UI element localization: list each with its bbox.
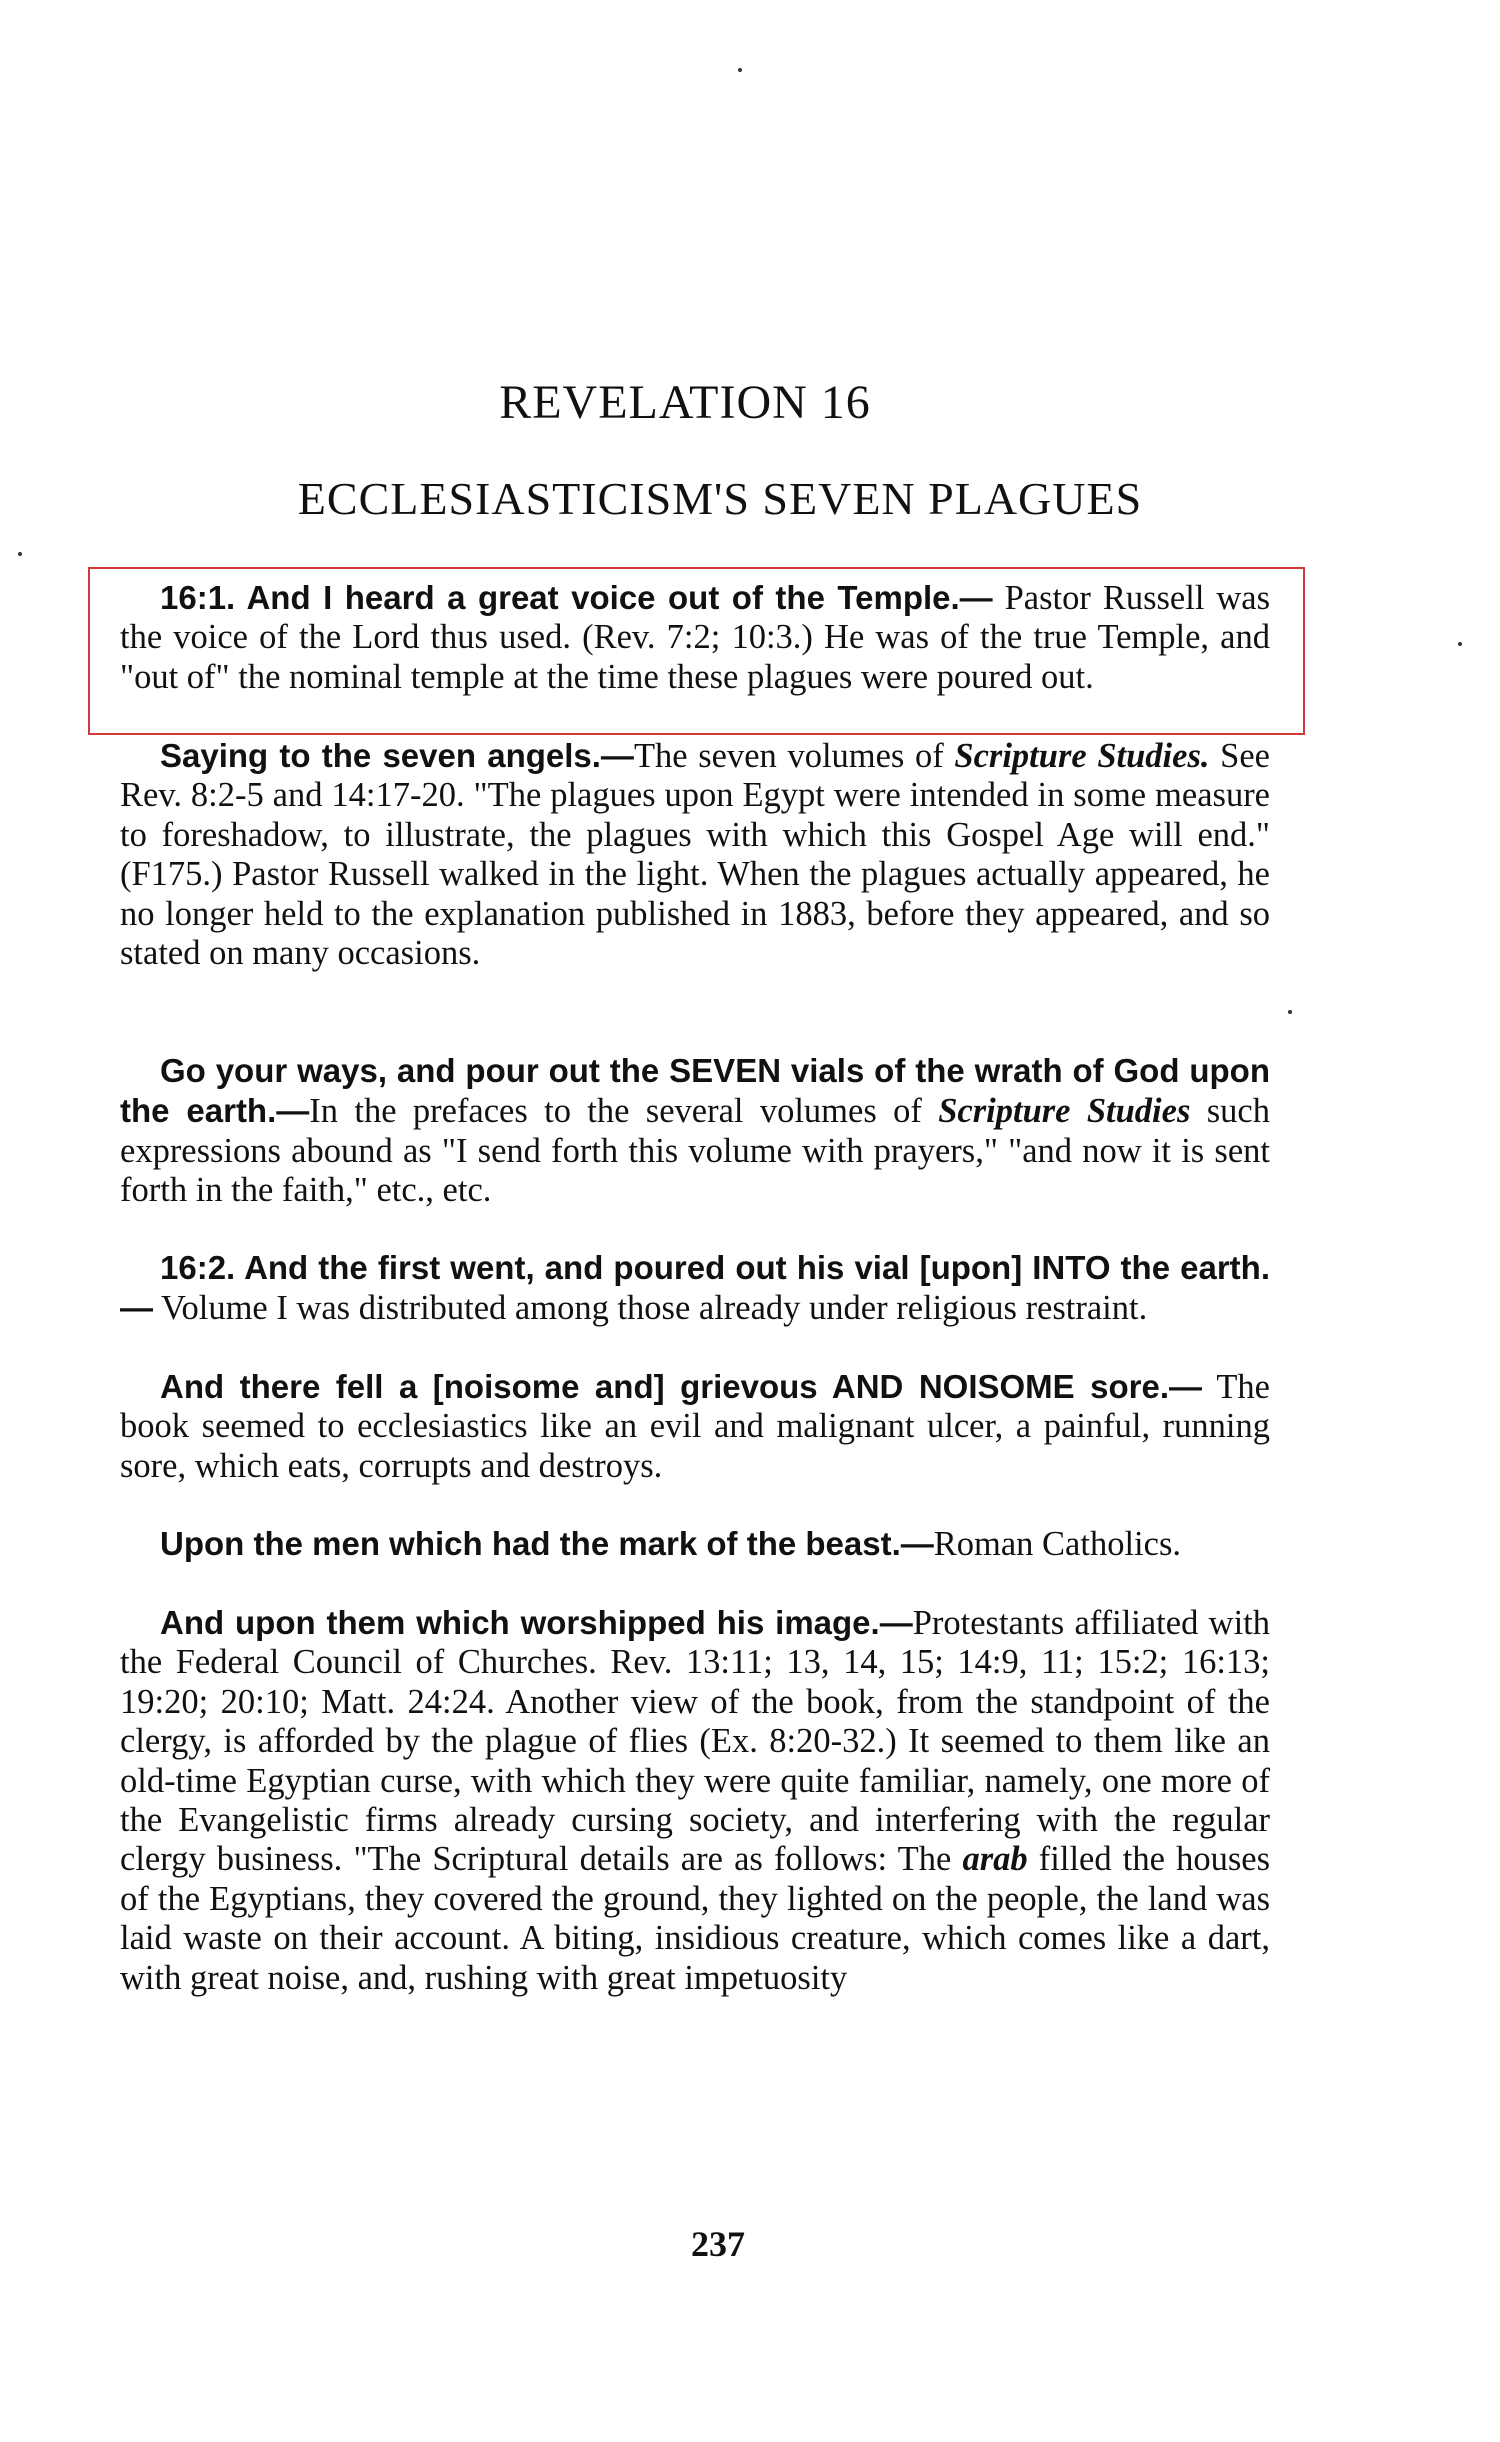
commentary-text: See Rev. 8:2-5 and 14:17-20. "The plagues upon Egypt were intended in some measure to foreshadow, to illustrate, the plagues with which this Gospel Age will end." (F175.) Pastor Russell walked in the light. When the plagues actually appeared, he no longer held to the explanation published in 1883, before they appeared, and so stated on many occasions. <box>120 737 1270 973</box>
page-number: 237 <box>691 2224 745 2264</box>
paragraph-seven-vials <box>120 1051 1270 1211</box>
paragraph-16-2 <box>120 1248 1270 1329</box>
verse-lead: And upon them which worshipped his image.— <box>160 1604 913 1641</box>
book-title: Scripture Studies <box>938 1092 1191 1131</box>
paragraph-noisome-sore <box>120 1367 1270 1486</box>
commentary-text: such expressions abound as "I send forth this volume with prayers," "and now it is sent forth in the faith," etc., etc. <box>120 1092 1270 1210</box>
speck-mark <box>18 552 22 556</box>
chapter-subheading: ECCLESIASTICISM'S SEVEN PLAGUES <box>297 473 1143 524</box>
speck-mark <box>1288 1010 1292 1014</box>
book-title: Scripture Studies. <box>954 737 1210 775</box>
verse-lead: Go your ways, and pour out the SEVEN vials of the wrath of God upon the earth.— <box>120 1052 1270 1130</box>
commentary-text: The seven volumes of <box>633 737 955 775</box>
speck-mark <box>1458 642 1462 646</box>
verse-lead: 16:1. And I heard a great voice out of the Temple.— <box>160 579 993 616</box>
verse-lead: And there fell a [noisome and] grievous AND NOISOME sore.— <box>160 1368 1203 1405</box>
commentary-text: Roman Catholics. <box>933 1525 1181 1563</box>
commentary-text: Pastor Russell was the voice of the Lord thus used. (Rev. 7:2; 10:3.) He was of the true Temple, and "out of" the nominal temple at the time these plagues were poured out. <box>120 579 1271 696</box>
paragraph-seven-angels <box>120 736 1270 973</box>
verse-lead: 16:2. And the first went, and poured out his vial [upon] INTO the earth.— <box>120 1249 1270 1327</box>
hebrew-word: arab <box>962 1840 1028 1879</box>
commentary-text: In the prefaces to the several volumes of <box>309 1092 939 1131</box>
paragraph-worshipped-image <box>120 1603 1270 1998</box>
commentary-text: Protestants affiliated with the Federal Council of Churches. Rev. 13:11; 13, 14, 15; 14:9, 11; 15:2; 16:13; 19:20; 20:10; Matt. 24:24. Another view of the book, from the standpoint of the clergy, is afforded by the plague of flies (Ex. 8:20-32.) It seemed to them like an old-time Egyptian curse, with which they were quite familiar, namely, one more of the Evangelistic firms already cursing society, and interfering with the regular clergy business. "The Scriptural details are as follows: The <box>120 1604 1270 1879</box>
commentary-text: Volume I was distributed among those already under religious restraint. <box>161 1289 1148 1328</box>
speck-mark <box>738 68 742 72</box>
commentary-text: filled the houses of the Egyptians, they covered the ground, they lighted on the people, the land was laid waste on their account. A biting, insidious creature, which comes like a dart, with great noise, and, rushing with great impetuosity <box>120 1840 1271 1997</box>
paragraph-mark-of-beast <box>120 1524 1270 1564</box>
verse-lead: Upon the men which had the mark of the beast.— <box>160 1525 934 1562</box>
chapter-heading: REVELATION 16 <box>499 376 871 429</box>
paragraph-16-1 <box>120 578 1270 697</box>
commentary-text: The book seemed to ecclesiastics like an evil and malignant ulcer, a painful, running sore, which eats, corrupts and destroys. <box>120 1368 1270 1485</box>
verse-lead: Saying to the seven angels.— <box>160 737 634 774</box>
